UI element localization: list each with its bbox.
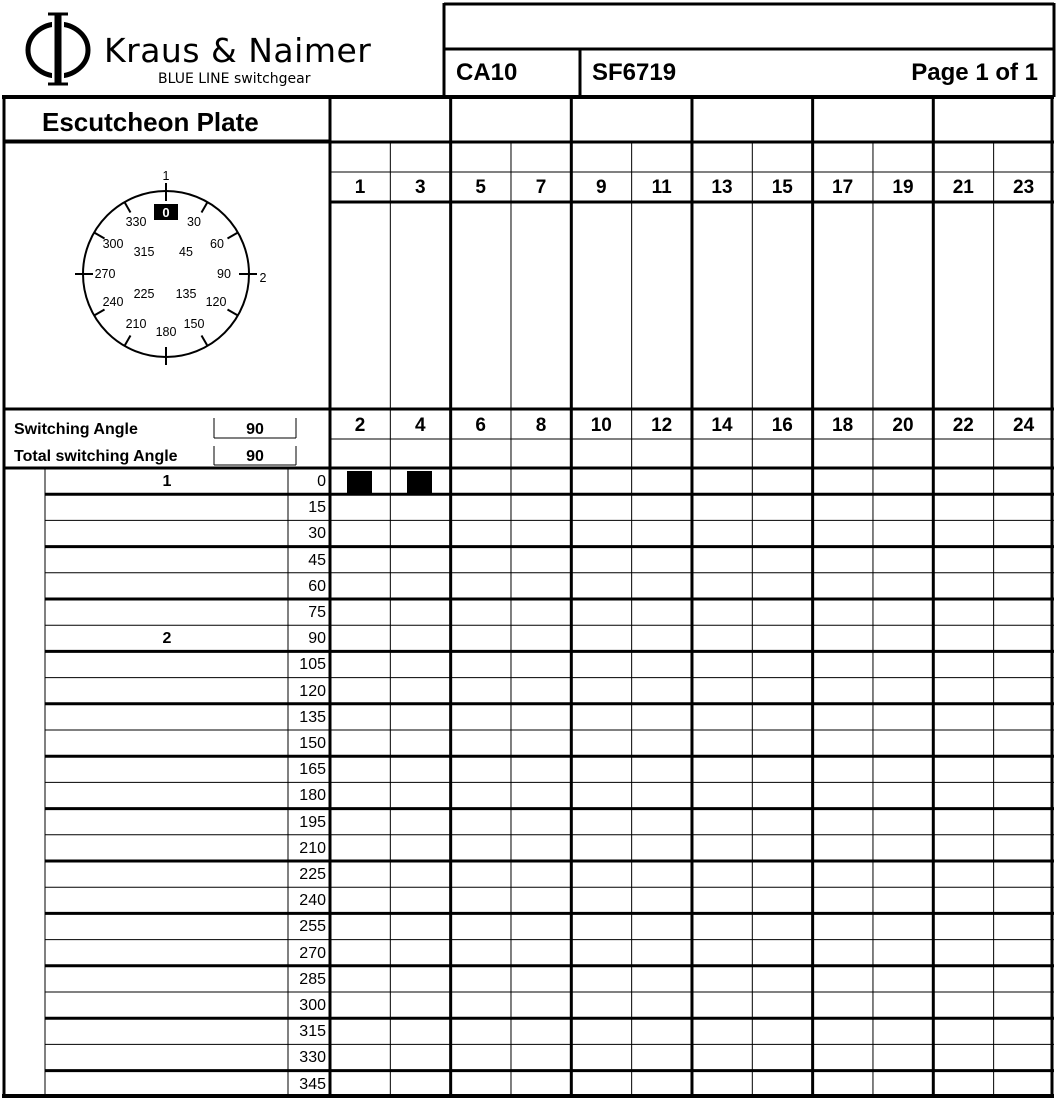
switching-angle-label: Switching Angle bbox=[14, 421, 138, 438]
series-code: CA10 bbox=[456, 59, 518, 86]
terminal-bottom-2: 2 bbox=[354, 415, 366, 436]
angle-row-240: 240 bbox=[299, 892, 326, 910]
escutcheon-dial bbox=[60, 160, 290, 370]
dial-minor-tick bbox=[227, 310, 237, 316]
terminal-top-5: 5 bbox=[475, 177, 486, 198]
angle-row-60: 60 bbox=[308, 577, 326, 595]
terminal-top-13: 13 bbox=[711, 177, 733, 198]
terminal-top-1: 1 bbox=[354, 177, 366, 198]
terminal-bottom-6: 6 bbox=[475, 415, 486, 436]
angle-row-195: 195 bbox=[299, 813, 326, 831]
terminal-top-21: 21 bbox=[952, 177, 974, 198]
dial-angle-90: 90 bbox=[217, 267, 231, 281]
dial-minor-tick bbox=[227, 233, 237, 239]
terminal-bottom-10: 10 bbox=[590, 415, 612, 436]
terminal-top-17: 17 bbox=[832, 177, 854, 198]
angle-row-45: 45 bbox=[308, 551, 326, 569]
angle-row-225: 225 bbox=[299, 866, 326, 883]
angle-row-210: 210 bbox=[299, 839, 326, 857]
dial-angle-60: 60 bbox=[210, 237, 224, 251]
dial-angle-315: 315 bbox=[133, 245, 155, 259]
dial-angle-45: 45 bbox=[179, 245, 193, 259]
angle-row-315: 315 bbox=[299, 1023, 326, 1041]
angle-row-0: 0 bbox=[317, 473, 326, 490]
terminal-bottom-18: 18 bbox=[832, 415, 854, 436]
page-indicator: Page 1 of 1 bbox=[911, 59, 1038, 86]
contact-closed-mark bbox=[407, 471, 432, 493]
angle-row-300: 300 bbox=[299, 997, 326, 1014]
terminal-top-3: 3 bbox=[415, 177, 426, 198]
total-switching-angle-value: 90 bbox=[246, 448, 264, 465]
dial-angle-270: 270 bbox=[94, 267, 116, 281]
terminal-bottom-22: 22 bbox=[952, 415, 974, 436]
position-label-2: 2 bbox=[162, 630, 172, 648]
dial-angle-330: 330 bbox=[125, 215, 147, 229]
angle-row-120: 120 bbox=[299, 682, 326, 700]
terminal-top-9: 9 bbox=[596, 177, 607, 198]
dial-angle-135: 135 bbox=[175, 287, 197, 301]
dial-minor-tick bbox=[202, 202, 208, 212]
dial-angle-30: 30 bbox=[187, 215, 201, 229]
terminal-bottom-16: 16 bbox=[771, 415, 793, 436]
dial-angle-240: 240 bbox=[102, 295, 124, 309]
brand-tagline: BLUE LINE switchgear bbox=[158, 71, 311, 87]
total-switching-angle-label: Total switching Angle bbox=[14, 448, 178, 465]
angle-row-285: 285 bbox=[299, 970, 326, 988]
terminal-top-15: 15 bbox=[771, 177, 793, 198]
terminal-top-23: 23 bbox=[1013, 177, 1035, 198]
dial-minor-tick bbox=[94, 310, 104, 316]
angle-row-75: 75 bbox=[308, 604, 326, 621]
dial-angle-120: 120 bbox=[205, 295, 227, 309]
dial-angle-210: 210 bbox=[125, 317, 147, 331]
brand-logo-icon bbox=[20, 8, 100, 88]
terminal-bottom-20: 20 bbox=[892, 415, 914, 436]
part-number: SF6719 bbox=[592, 59, 677, 86]
dial-angle-300: 300 bbox=[102, 237, 124, 251]
dial-angle-180: 180 bbox=[155, 325, 177, 339]
dial-position-2: 2 bbox=[259, 271, 267, 285]
angle-row-90: 90 bbox=[308, 630, 326, 648]
terminal-top-7: 7 bbox=[535, 177, 547, 198]
brand-name: Kraus & Naimer bbox=[104, 31, 372, 70]
terminal-top-11: 11 bbox=[651, 177, 672, 198]
angle-row-330: 330 bbox=[299, 1049, 326, 1067]
angle-row-180: 180 bbox=[299, 787, 326, 805]
terminal-bottom-4: 4 bbox=[415, 415, 426, 436]
terminal-top-19: 19 bbox=[892, 177, 914, 198]
dial-position-1: 1 bbox=[162, 169, 170, 183]
contact-closed-mark bbox=[347, 471, 372, 493]
angle-row-105: 105 bbox=[299, 656, 326, 674]
terminal-bottom-8: 8 bbox=[535, 415, 547, 436]
position-label-1: 1 bbox=[162, 473, 172, 490]
dial-minor-tick bbox=[125, 202, 131, 212]
angle-row-270: 270 bbox=[299, 944, 326, 962]
dial-minor-tick bbox=[202, 335, 208, 345]
terminal-bottom-12: 12 bbox=[651, 415, 673, 436]
dial-minor-tick bbox=[125, 335, 131, 345]
dial-angle-225: 225 bbox=[133, 287, 155, 301]
angle-row-15: 15 bbox=[308, 499, 326, 517]
switching-angle-value: 90 bbox=[246, 421, 264, 438]
angle-row-150: 150 bbox=[299, 735, 326, 752]
dial-angle-150: 150 bbox=[183, 317, 205, 331]
angle-row-135: 135 bbox=[299, 708, 326, 726]
angle-row-165: 165 bbox=[299, 761, 326, 779]
dial-zero-label: 0 bbox=[162, 205, 170, 220]
terminal-bottom-24: 24 bbox=[1013, 415, 1035, 436]
terminal-bottom-14: 14 bbox=[711, 415, 733, 436]
section-title: Escutcheon Plate bbox=[42, 107, 259, 137]
angle-row-345: 345 bbox=[299, 1075, 326, 1093]
angle-row-255: 255 bbox=[299, 918, 326, 936]
angle-row-30: 30 bbox=[308, 525, 326, 543]
